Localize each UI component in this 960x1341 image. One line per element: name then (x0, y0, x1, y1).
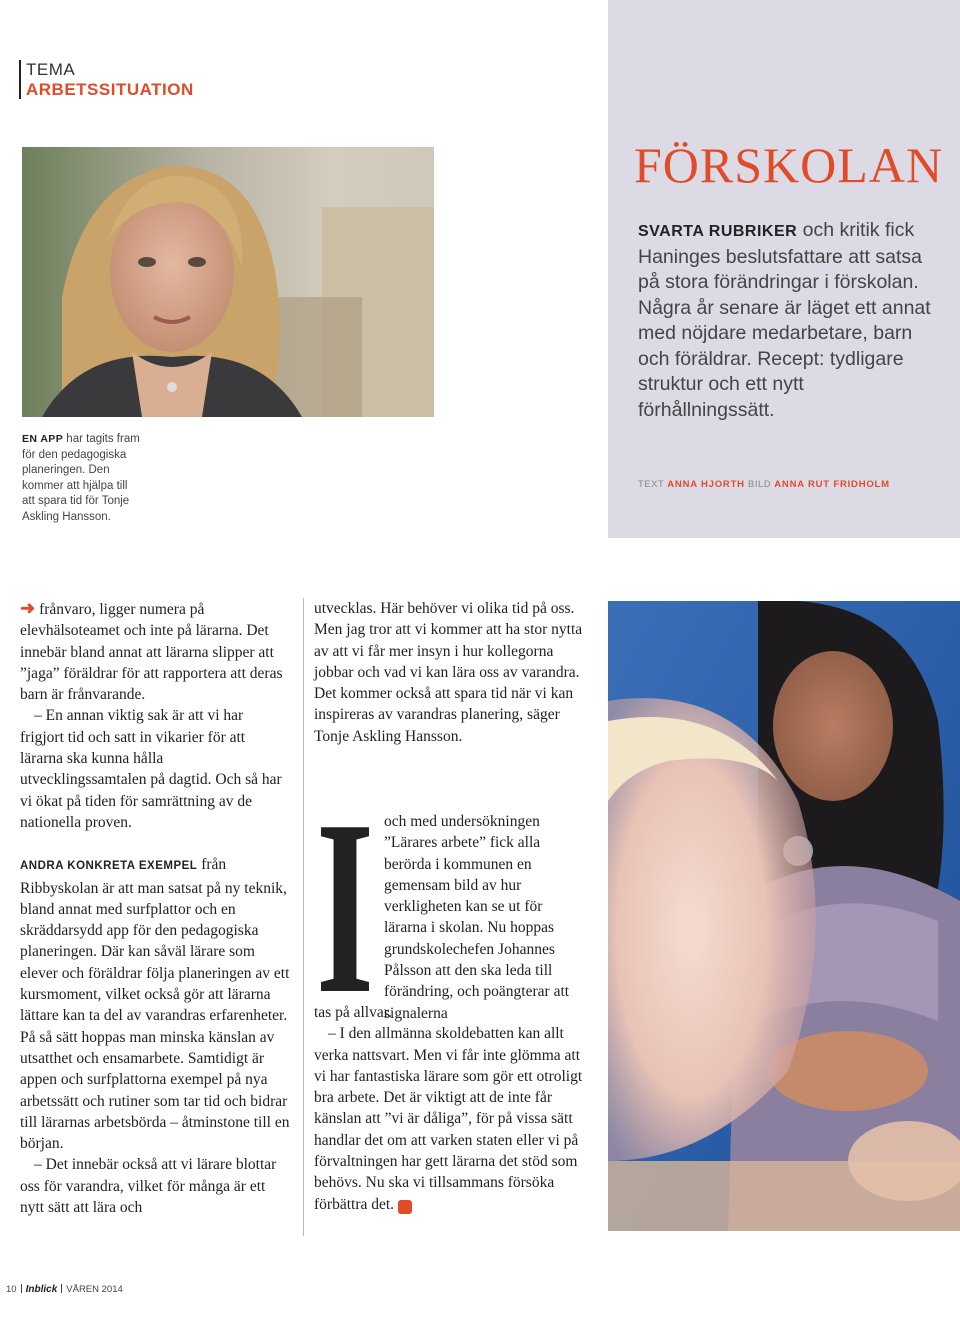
footer-divider (21, 1284, 22, 1293)
magazine-name: Inblick (25, 1284, 58, 1295)
caption-lead: EN APP (22, 433, 64, 445)
paragraph: – En annan viktig sak är att vi har frigjort tid och satt in vikarier för att lärarna ska kunna hålla utvecklingssamtalen på dagtid. Och så har vi ökat på tiden för samrättning av de nationella proven. (20, 707, 282, 831)
byline-photographer: ANNA RUT FRIDHOLM (774, 479, 890, 490)
section-label (19, 60, 194, 99)
ingress (638, 218, 938, 423)
paragraph: tas på allvar. (314, 1004, 392, 1021)
drop-cap (314, 808, 376, 998)
paragraph: – Det innebär också att vi lärare blottar oss för varandra, vilket för många är ett nytt sätt att lära och (20, 1156, 277, 1217)
paragraph (20, 598, 290, 705)
paragraph (20, 854, 290, 1154)
paragraph: utvecklas. Här behöver vi olika tid på oss. Men jag tror att vi kommer att ha stor nytta av att vi får mer insyn i hur kollegorna jobbar och vad vi kan lära oss av varandra. Det kommer också att spara tid när vi kan inspireras av varandras planering, säger Tonje Askling Hansson. (314, 600, 583, 745)
byline-author: ANNA HJORTH (667, 479, 745, 490)
end-mark-icon: inb (398, 1200, 412, 1214)
body-column-2 (314, 598, 586, 747)
issue-label: VÅREN 2014 (66, 1284, 123, 1295)
portrait-photo-image (22, 147, 434, 417)
photo-caption (22, 432, 140, 525)
body-column-2-continued (314, 1002, 588, 1215)
paragraph-text: – I den allmänna skoldebatten kan allt verka nattsvart. Men vi får inte glömma att vi har fantastiska lärare som gör ett otroligt bra arbete. Det är viktigt att de inte får känslan att ”vi är dåliga”, för på vissa sätt handlar det om att varken staten eller vi på förvaltningen har gett lärarna det stöd som behövs. Nu ska vi tillsammans försöka förbättra det. (314, 1025, 583, 1213)
caption-text: har tagits fram för den pedagogiska planeringen. Den kommer att hjälpa till att spara tid för Tonje Askling Hansson. (22, 433, 140, 523)
byline-text-label: TEXT (638, 479, 668, 490)
column-divider (303, 598, 304, 1236)
byline-photo-label: BILD (744, 479, 775, 490)
page-title: FÖRSKOLAN (634, 137, 944, 193)
paragraph-text: frånvaro, ligger numera på elevhälsoteamet och inte på lärarna. Det innebär bland annat att lärarna slipper att ”jaga” föräldrar för att rapportera att deras barn är frånvarande. (20, 601, 283, 704)
page-footer (6, 1284, 123, 1295)
paragraph (314, 1023, 588, 1215)
body-column-2-wrapped (384, 811, 588, 1024)
ingress-lead: SVARTA RUBRIKER (638, 223, 798, 240)
page-number: 10 (6, 1284, 17, 1295)
footer-divider (61, 1284, 62, 1293)
body-column-1 (20, 598, 290, 1218)
portrait-photo (22, 147, 434, 417)
byline (638, 479, 890, 490)
paragraph-lead: ANDRA KONKRETA EXEMPEL (20, 860, 198, 873)
section-title: ARBETSSITUATION (26, 79, 194, 99)
classroom-photo-image (608, 601, 960, 1231)
tema-label: TEMA (26, 60, 76, 79)
classroom-photo (608, 601, 960, 1231)
paragraph: och med undersökningen ”Lärares arbete” fick alla berörda i kommunen en gemensam bild av hur verkligheten kan se ut för lärarna i skolan. Nu hoppas grundskolechefen Johannes Pålsson att den ska leda till förändring, och poängterar att signalerna (384, 813, 570, 1022)
ingress-text: och kritik fick Haninges beslutsfattare att satsa på stora förändringar i förskolan. Några år senare är läget ett annat med nöjdare medarbetare, barn och föräldrar. Recept: tydligare struktur och ett nytt förhållningssätt. (638, 219, 931, 421)
continuation-arrow-icon: ➜ (20, 598, 36, 618)
drop-cap-letter: I (316, 808, 374, 998)
paragraph-text: från Ribbyskolan är att man satsat på ny teknik, bland annat med surfplattor och en skräddarsydd app för den pedagogiska planeringen. Där kan såväl lärare som elever och föräldrar följa planeringen av ett kursmoment, vilket också gör att lärarna lättare kan ta del av varandras erfarenheter. På så sätt hoppas man minska känslan av utsatthet och ensamarbete. Samtidigt är appen och surfplattorna exempel på nya arbetssätt och rutiner som tar tid och bidrar till lärarnas arbetsbörda – åtminstone till en början. (20, 856, 290, 1153)
